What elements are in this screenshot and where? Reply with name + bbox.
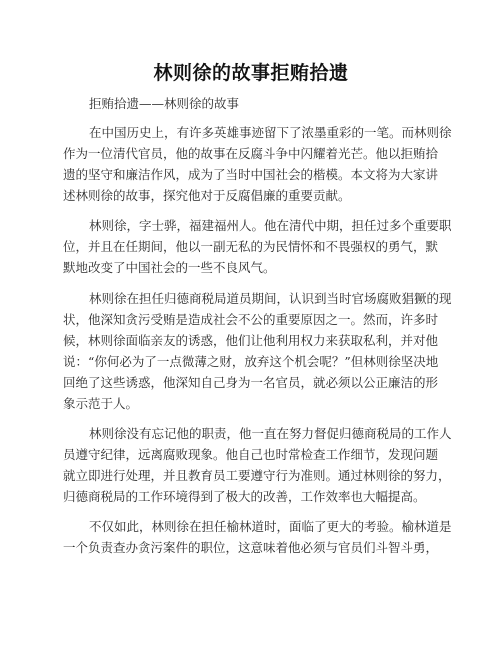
paragraph-line: 状，他深知贪污受贿是造成社会不公的重要原因之一。然而，许多时	[63, 312, 439, 327]
paragraph-line: 候，林则徐面临亲友的诱惑，他们让他利用权力来获取私利，并对他	[63, 333, 439, 348]
paragraph-line: 就立即进行处理，并且教育员工要遵守行为准则。通过林则徐的努力，	[63, 468, 451, 483]
paragraph-line: 遗的坚守和廉洁作风，成为了当时中国社会的楷模。本文将为大家讲	[63, 167, 439, 182]
paragraph-line: 回绝了这些诱惑，他深知自己身为一名官员，就必须以公正廉洁的形	[63, 375, 439, 390]
paragraph-line: 说：“你何必为了一点微薄之财，放弃这个机会呢？”但林则徐坚决地	[63, 354, 439, 369]
paragraph-line: 在中国历史上，有许多英雄事迹留下了浓墨重彩的一笔。而林则徐	[89, 125, 452, 140]
paragraph-line: 默地改变了中国社会的一些不良风气。	[63, 260, 276, 275]
paragraph-line: 述林则徐的故事，探究他对于反腐倡廉的重要贡献。	[63, 188, 351, 203]
paragraph-line: 林则徐，字士骅，福建福州人。他在清代中期，担任过多个重要职	[89, 218, 452, 233]
paragraph-line: 作为一位清代官员，他的故事在反腐斗争中闪耀着光芒。他以拒贿拾	[63, 146, 439, 161]
paragraph-line: 不仅如此，林则徐在担任榆林道时，面临了更大的考验。榆林道是	[89, 519, 452, 534]
paragraph-line: 林则徐在担任归德商税局道员期间，认识到当时官场腐败猖獗的现	[89, 291, 452, 306]
paragraph-line: 林则徐没有忘记他的职责，他一直在努力督促归德商税局的工作人	[89, 426, 452, 441]
paragraph-line: 一个负责查办贪污案件的职位，这意味着他必须与官员们斗智斗勇，	[63, 540, 439, 555]
paragraph-line: 员遵守纪律，远离腐败现象。他自己也时常检查工作细节，发现问题	[63, 447, 439, 462]
paragraph-line: 归德商税局的工作环境得到了极大的改善，工作效率也大幅提高。	[63, 489, 426, 504]
paragraph-line: 位，并且在任期间，他以一副无私的为民情怀和不畏强权的勇气，默	[63, 239, 439, 254]
document-subtitle: 拒贿拾遗——林则徐的故事	[89, 96, 240, 111]
paragraph-line: 象示范于人。	[63, 396, 139, 411]
document-title: 林则徐的故事拒贿拾遗	[153, 62, 349, 84]
